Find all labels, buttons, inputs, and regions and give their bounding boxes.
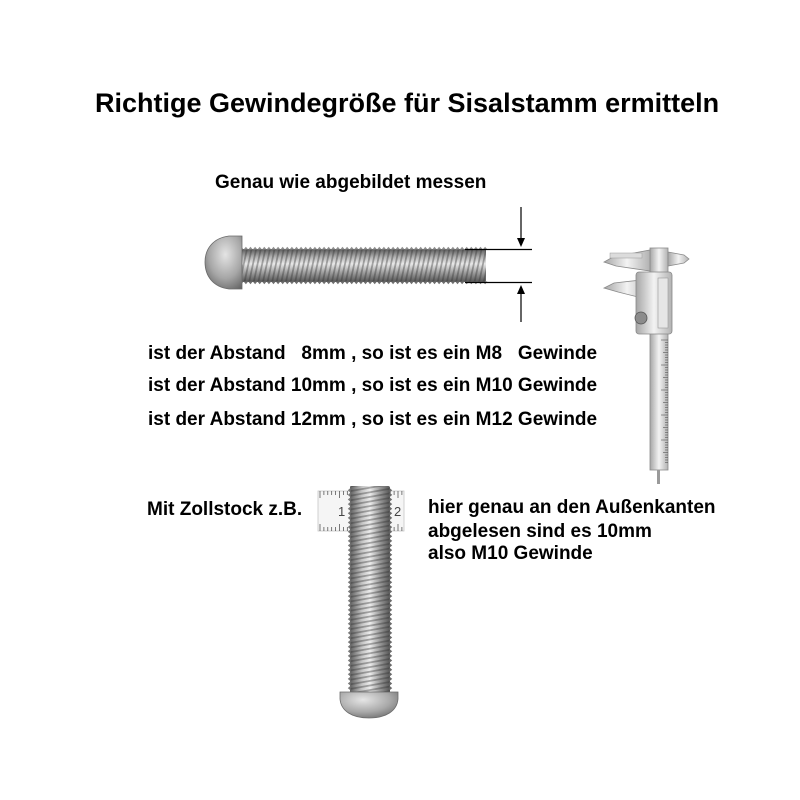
thread-tooth	[348, 686, 351, 691]
caliper-depth-rod	[657, 470, 660, 484]
thread-tooth	[390, 589, 393, 594]
thread-tooth	[348, 654, 351, 659]
thread-tooth	[390, 667, 393, 672]
thread-tooth	[432, 282, 437, 285]
thread-tooth	[348, 552, 351, 557]
thread-tooth	[348, 640, 351, 645]
thread-tooth	[290, 247, 295, 250]
thread-tooth	[349, 247, 354, 250]
thread-tooth	[390, 681, 393, 686]
thread-tooth	[390, 612, 393, 617]
thread-tooth	[451, 282, 456, 285]
thread-tooth	[390, 603, 393, 608]
thread-tooth	[354, 282, 359, 285]
thread-tooth	[455, 247, 460, 250]
thread-tooth	[390, 539, 393, 544]
thread-tooth	[248, 247, 253, 250]
thread-tooth	[267, 282, 272, 285]
thread-tooth	[271, 247, 276, 250]
thread-tooth	[348, 557, 351, 562]
thread-tooth	[348, 612, 351, 617]
thread-tooth	[253, 282, 258, 285]
thread-tooth	[326, 282, 331, 285]
thread-tooth	[280, 247, 285, 250]
thread-tooth	[414, 247, 419, 250]
horizontal-screw-illustration	[205, 236, 487, 289]
thread-tooth	[276, 282, 281, 285]
ruler-mark-1: 1	[338, 504, 346, 519]
thread-tooth	[348, 598, 351, 603]
thread-tooth	[390, 566, 393, 571]
thread-tooth	[267, 247, 272, 250]
thread-tooth	[244, 247, 249, 250]
thread-tooth	[377, 247, 382, 250]
thread-tooth	[390, 552, 393, 557]
thread-tooth	[276, 247, 281, 250]
thread-tooth	[348, 649, 351, 654]
thread-tooth	[395, 282, 400, 285]
thread-tooth	[280, 282, 285, 285]
thread-tooth	[423, 247, 428, 250]
thread-tooth	[285, 282, 290, 285]
thread-tooth	[451, 247, 456, 250]
thread-tooth	[390, 686, 393, 691]
thread-tooth	[348, 603, 351, 608]
thread-tooth	[244, 282, 249, 285]
thread-tooth	[441, 247, 446, 250]
thread-tooth	[368, 282, 373, 285]
thread-tooth	[390, 654, 393, 659]
screw-thread	[237, 249, 486, 282]
thread-tooth	[348, 571, 351, 576]
thread-tooth	[248, 282, 253, 285]
screw-head	[205, 236, 242, 289]
thread-tooth	[363, 282, 368, 285]
thread-tooth	[348, 626, 351, 631]
thread-tooth	[348, 608, 351, 613]
thread-tooth	[405, 282, 410, 285]
thread-tooth	[299, 247, 304, 250]
thread-tooth	[348, 589, 351, 594]
caliper-label-plate	[610, 253, 642, 258]
thread-tooth	[348, 667, 351, 672]
thread-tooth	[271, 282, 276, 285]
thread-tooth	[303, 247, 308, 250]
rule-line-m8: ist der Abstand 8mm , so ist es ein M8 Gewinde	[148, 343, 598, 364]
thread-tooth	[299, 282, 304, 285]
thread-tooth	[390, 543, 393, 548]
thread-tooth	[308, 247, 313, 250]
thread-tooth	[390, 534, 393, 539]
thread-tooth	[348, 672, 351, 677]
rule-line-m10: ist der Abstand 10mm , so ist es ein M10 Gewinde	[148, 375, 598, 396]
thread-tooth	[390, 598, 393, 603]
thread-tooth	[386, 247, 391, 250]
thread-tooth	[348, 677, 351, 682]
thread-tooth	[348, 644, 351, 649]
thread-tooth	[348, 539, 351, 544]
thread-tooth	[432, 247, 437, 250]
thread-tooth	[336, 247, 341, 250]
caliper-vernier-window	[658, 278, 668, 328]
thread-tooth	[405, 247, 410, 250]
thread-tooth	[345, 282, 350, 285]
thread-tooth	[395, 247, 400, 250]
example-line: abgelesen sind es 10mm	[428, 521, 652, 542]
thread-tooth	[317, 247, 322, 250]
thread-tooth	[303, 282, 308, 285]
thread-tooth	[348, 631, 351, 636]
thread-tooth	[390, 635, 393, 640]
thread-tooth	[348, 562, 351, 567]
thread-tooth	[390, 562, 393, 567]
thread-tooth	[294, 247, 299, 250]
thread-tooth	[294, 282, 299, 285]
thread-tooth	[382, 247, 387, 250]
thread-tooth	[382, 282, 387, 285]
thread-tooth	[390, 585, 393, 590]
thread-tooth	[368, 247, 373, 250]
thread-tooth	[409, 282, 414, 285]
screw-thread	[350, 486, 390, 694]
thread-tooth	[313, 247, 318, 250]
arrow-up-icon	[517, 285, 525, 322]
ruler-mark-2: 2	[394, 504, 402, 519]
thread-tooth	[345, 247, 350, 250]
thread-tooth	[390, 617, 393, 622]
thread-tooth	[423, 282, 428, 285]
thread-tooth	[428, 282, 433, 285]
thread-tooth	[390, 594, 393, 599]
thread-tooth	[313, 282, 318, 285]
page-title: Richtige Gewindegröße für Sisalstamm ermitteln	[95, 88, 720, 118]
thread-tooth	[308, 282, 313, 285]
thread-tooth	[257, 247, 262, 250]
thread-tooth	[390, 575, 393, 580]
thread-tooth	[322, 282, 327, 285]
arrow-up-head	[517, 285, 525, 294]
thread-tooth	[340, 282, 345, 285]
thread-tooth	[390, 663, 393, 668]
thread-tooth	[460, 282, 465, 285]
thread-tooth	[377, 282, 382, 285]
thread-tooth	[317, 282, 322, 285]
thread-tooth	[400, 282, 405, 285]
caliper-inside-jaw	[668, 252, 689, 266]
thread-tooth	[359, 247, 364, 250]
rule-line-m12: ist der Abstand 12mm , so ist es ein M12 Gewinde	[148, 409, 598, 430]
thread-tooth	[253, 247, 258, 250]
thread-tooth	[348, 580, 351, 585]
thread-tooth	[390, 571, 393, 576]
example-line: hier genau an den Außenkanten	[428, 497, 716, 518]
example-label: Mit Zollstock z.B.	[147, 499, 303, 520]
thread-tooth	[390, 626, 393, 631]
thread-tooth	[331, 282, 336, 285]
thread-tooth	[336, 282, 341, 285]
thread-tooth	[428, 247, 433, 250]
example-line: also M10 Gewinde	[428, 543, 593, 564]
thread-tooth	[390, 644, 393, 649]
thread-tooth	[359, 282, 364, 285]
screw-head	[340, 692, 398, 718]
thread-tooth	[348, 575, 351, 580]
thread-tooth	[348, 543, 351, 548]
thread-tooth	[390, 548, 393, 553]
arrow-down-head	[517, 238, 525, 247]
thread-tooth	[290, 282, 295, 285]
thread-tooth	[390, 672, 393, 677]
thread-tooth	[390, 608, 393, 613]
thread-tooth	[257, 282, 262, 285]
thread-tooth	[354, 247, 359, 250]
thread-tooth	[348, 658, 351, 663]
caliper-illustration	[604, 248, 689, 484]
thread-tooth	[437, 247, 442, 250]
thread-tooth	[414, 282, 419, 285]
thread-tooth	[390, 631, 393, 636]
thread-tooth	[348, 566, 351, 571]
thread-tooth	[262, 282, 267, 285]
thread-tooth	[348, 585, 351, 590]
thread-tooth	[322, 247, 327, 250]
thread-tooth	[390, 580, 393, 585]
thread-tooth	[348, 635, 351, 640]
caliper-thumb-wheel	[635, 312, 647, 324]
thread-tooth	[390, 621, 393, 626]
thread-tooth	[326, 247, 331, 250]
thread-tooth	[390, 658, 393, 663]
thread-tooth	[441, 282, 446, 285]
thread-tooth	[372, 247, 377, 250]
thread-tooth	[390, 649, 393, 654]
thread-tooth	[348, 617, 351, 622]
thread-tooth	[460, 247, 465, 250]
thread-tooth	[390, 640, 393, 645]
thread-tooth	[285, 247, 290, 250]
vertical-screw-illustration	[318, 486, 404, 718]
thread-tooth	[437, 282, 442, 285]
thread-tooth	[390, 677, 393, 682]
thread-tooth	[348, 681, 351, 686]
thread-tooth	[363, 247, 368, 250]
thread-tooth	[418, 247, 423, 250]
thread-tooth	[348, 534, 351, 539]
thread-tooth	[400, 247, 405, 250]
thread-tooth	[348, 594, 351, 599]
thread-tooth	[348, 548, 351, 553]
thread-tooth	[331, 247, 336, 250]
thread-tooth	[340, 247, 345, 250]
thread-tooth	[262, 247, 267, 250]
thread-tooth	[349, 282, 354, 285]
thread-tooth	[348, 621, 351, 626]
thread-tooth	[418, 282, 423, 285]
thread-tooth	[446, 247, 451, 250]
arrow-down-icon	[517, 207, 525, 247]
thread-tooth	[446, 282, 451, 285]
thread-tooth	[391, 247, 396, 250]
thread-tooth	[455, 282, 460, 285]
thread-tooth	[372, 282, 377, 285]
thread-tooth	[390, 557, 393, 562]
thread-tooth	[409, 247, 414, 250]
thread-tooth	[386, 282, 391, 285]
thread-tooth	[348, 663, 351, 668]
thread-tooth	[391, 282, 396, 285]
instruction-text: Genau wie abgebildet messen	[215, 172, 487, 193]
